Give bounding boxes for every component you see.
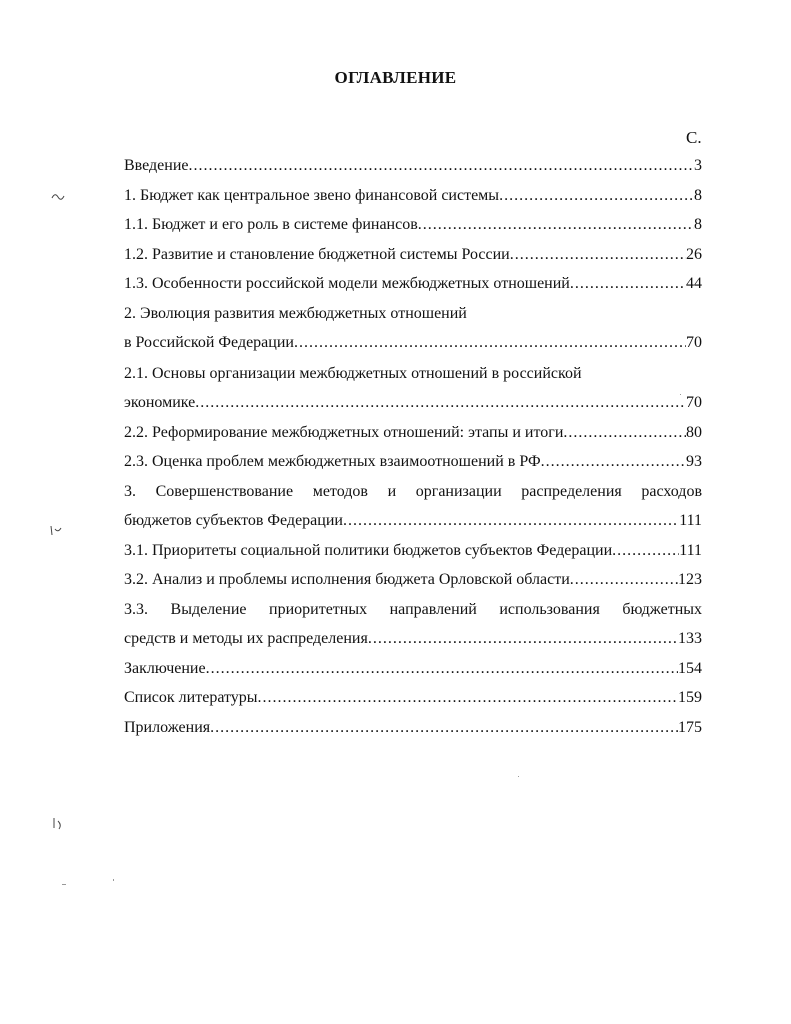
scan-speck bbox=[680, 394, 681, 395]
toc-entry-page: 111 bbox=[679, 512, 702, 529]
toc-entry-title: 2. Эволюция развития межбюджетных отношений bbox=[124, 305, 467, 322]
toc-entry-title: 2.1. Основы организации межбюджетных отношений в российской bbox=[124, 365, 582, 382]
toc-entry-page: 123 bbox=[678, 571, 702, 588]
toc-entry-page: 80 bbox=[686, 424, 702, 441]
toc-entry-page: 154 bbox=[678, 660, 702, 677]
toc-entry bbox=[124, 539, 702, 563]
toc-entry bbox=[124, 421, 702, 445]
toc-entry bbox=[124, 243, 702, 267]
toc-entry-title: 1.1. Бюджет и его роль в системе финансов bbox=[124, 216, 418, 233]
toc-entry bbox=[124, 509, 702, 533]
toc-leader-dots bbox=[563, 421, 686, 445]
toc-entry-page: 175 bbox=[678, 719, 702, 736]
toc-entry-page: 70 bbox=[686, 394, 702, 411]
toc-entry-title: в Российской Федерации bbox=[124, 334, 294, 351]
toc-entry-page: 111 bbox=[679, 542, 702, 559]
toc-entry-title: экономике bbox=[124, 394, 196, 411]
toc-entry-title: Список литературы bbox=[124, 689, 258, 706]
page-column-label: С. bbox=[686, 128, 702, 147]
toc-entry-page: 8 bbox=[694, 216, 702, 233]
toc-leader-dots bbox=[368, 627, 678, 651]
toc-leader-dots bbox=[541, 450, 686, 474]
toc-entry-title: бюджетов субъектов Федерации bbox=[124, 512, 343, 529]
toc-entry-title: средств и методы их распределения bbox=[124, 630, 368, 647]
toc-entry bbox=[124, 302, 702, 326]
toc-leader-dots bbox=[612, 539, 679, 563]
toc-entry bbox=[124, 391, 702, 415]
scan-speck bbox=[62, 884, 66, 885]
toc-entry bbox=[124, 568, 702, 592]
toc-entry-title: Заключение bbox=[124, 660, 206, 677]
toc-entry-page: 3 bbox=[694, 157, 702, 174]
scan-speck bbox=[113, 879, 114, 881]
toc-entry bbox=[124, 716, 702, 740]
toc-entry-title: 3.1. Приоритеты социальной политики бюджетов субъектов Федерации bbox=[124, 542, 613, 559]
toc-entry bbox=[124, 184, 702, 208]
toc-entry bbox=[124, 657, 702, 681]
toc-entry-page: 26 bbox=[686, 246, 702, 263]
toc-leader-dots bbox=[570, 272, 686, 296]
toc-entry bbox=[124, 272, 702, 296]
toc-entry-title: 3.2. Анализ и проблемы исполнения бюджета Орловской области bbox=[124, 571, 570, 588]
toc-leader-dots bbox=[510, 243, 686, 267]
toc-entry-title: 2.2. Реформирование межбюджетных отношений: этапы и итоги bbox=[124, 424, 564, 441]
page-title: ОГЛАВЛЕНИЕ bbox=[334, 68, 457, 87]
toc-entry bbox=[124, 686, 702, 710]
toc-entry-title: Введение bbox=[124, 157, 189, 174]
scan-artifact-mark bbox=[50, 190, 66, 202]
scan-speck bbox=[518, 776, 519, 777]
scan-artifact-mark bbox=[50, 815, 66, 831]
toc-entry-title: 3.3. Выделение приоритетных направлений использования бюджетных bbox=[124, 601, 702, 618]
toc-leader-dots bbox=[570, 568, 678, 592]
toc-leader-dots bbox=[499, 184, 694, 208]
toc-entry-title: 3. Совершенствование методов и организации распределения расходов bbox=[124, 483, 702, 500]
toc-entry-page: 70 bbox=[686, 334, 702, 351]
scan-artifact-mark bbox=[48, 524, 64, 538]
toc-entry-page: 159 bbox=[678, 689, 702, 706]
toc-leader-dots bbox=[258, 686, 678, 710]
toc-entry-title: 1.3. Особенности российской модели межбюджетных отношений bbox=[124, 275, 570, 292]
toc-leader-dots bbox=[195, 391, 686, 415]
toc-entry bbox=[124, 480, 702, 504]
toc-leader-dots bbox=[418, 213, 694, 237]
toc-entry-title: 2.3. Оценка проблем межбюджетных взаимоотношений в РФ bbox=[124, 453, 541, 470]
toc-entry bbox=[124, 362, 702, 386]
toc-entry-page: 44 bbox=[686, 275, 702, 292]
toc-entry bbox=[124, 331, 702, 355]
toc-entry bbox=[124, 213, 702, 237]
toc-leader-dots bbox=[206, 657, 678, 681]
toc-leader-dots bbox=[210, 716, 678, 740]
toc-leader-dots bbox=[343, 509, 679, 533]
toc-entry-title: 1.2. Развитие и становление бюджетной системы России bbox=[124, 246, 510, 263]
toc-entry bbox=[124, 627, 702, 651]
toc-entry-title: Приложения bbox=[124, 719, 211, 736]
toc-entry bbox=[124, 598, 702, 622]
toc-leader-dots bbox=[189, 154, 695, 178]
toc-entry-title: 1. Бюджет как центральное звено финансовой системы bbox=[124, 187, 500, 204]
toc-entry bbox=[124, 154, 702, 178]
toc-entry bbox=[124, 450, 702, 474]
toc-entry-page: 8 bbox=[694, 187, 702, 204]
toc-entry-page: 133 bbox=[678, 630, 702, 647]
toc-entry-page: 93 bbox=[686, 453, 702, 470]
toc-leader-dots bbox=[294, 331, 686, 355]
